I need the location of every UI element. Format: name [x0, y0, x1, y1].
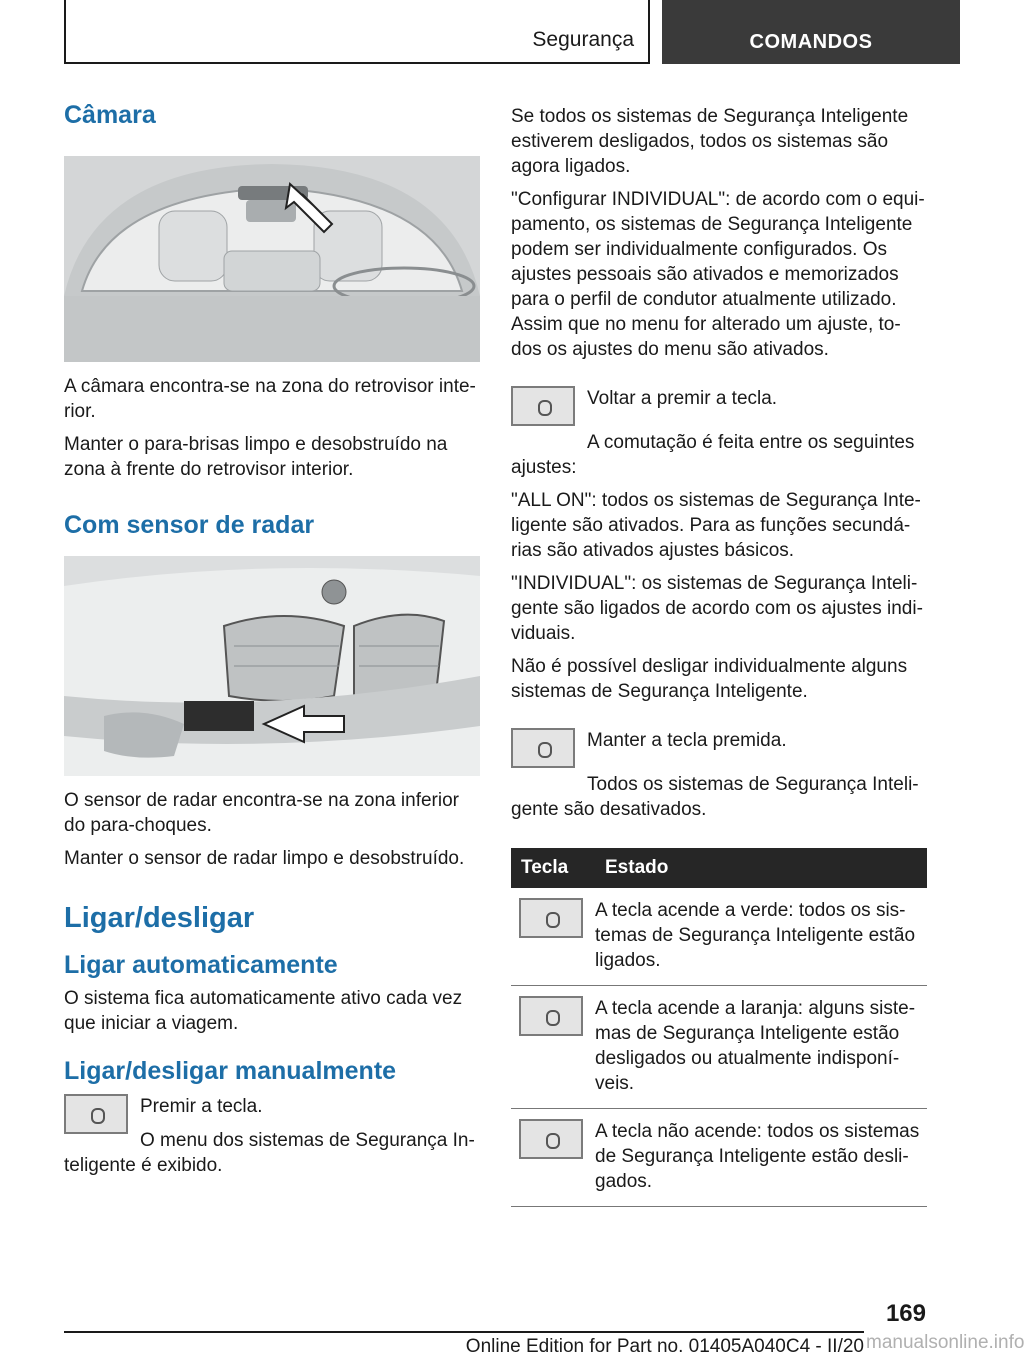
key-status-table — [511, 848, 927, 1207]
camera-illustration — [64, 156, 480, 362]
right-column — [511, 92, 927, 1207]
step-press-again — [511, 386, 927, 426]
assist-key-icon — [511, 386, 575, 426]
all-disabled-text: Todos os sistemas de Segurança Inteli- gente são desativados. — [511, 774, 919, 820]
all-on-text: "ALL ON": todos os sistemas de Segurança Inte- ligente são ativados. Para as funções secundá- rias são ativados ajustes básicos. — [511, 490, 921, 561]
table-row — [511, 888, 927, 986]
assist-key-orange-icon — [519, 996, 583, 1036]
assist-key-off-icon — [519, 1119, 583, 1159]
all-off-text: Se todos os sistemas de Segurança Inteligente estiverem desligados, todos os sistemas são agora ligados. — [511, 106, 909, 177]
camera-location-text: A câmara encontra-se na zona do retrovisor inte- rior. — [64, 376, 476, 422]
cannot-disable-text: Não é possível desligar individualmente alguns sistemas de Segurança Inteligente. — [511, 656, 908, 702]
manual-step-1-text: Premir a tecla. — [140, 1095, 263, 1117]
press-again-text: Voltar a premir a tecla. — [587, 388, 778, 409]
manual-onoff-heading: Ligar/desligar manualmente — [64, 1056, 397, 1085]
onoff-heading: Ligar/desligar — [64, 902, 255, 934]
edition-text: Online Edition for Part no. 01405A040C4 - II/20 — [465, 1336, 864, 1357]
header-section: Segurança — [532, 28, 634, 51]
header-left-rule — [64, 0, 66, 64]
header-divider — [648, 0, 650, 64]
assist-key-icon — [64, 1094, 128, 1134]
table-row — [511, 1109, 927, 1207]
table-row — [511, 986, 927, 1109]
individual-text: "INDIVIDUAL": os sistemas de Segurança Inteli- gente são ligados de acordo com os ajustes indi- viduais. — [511, 573, 923, 644]
col-key-header: Tecla — [511, 848, 595, 888]
state-text: A tecla acende a verde: todos os sis- temas de Segurança Inteligente estão ligados. — [595, 888, 927, 986]
configure-individual-text: "Configurar INDIVIDUAL": de acordo com o equi- pamento, os sistemas de Segurança Inteligente podem ser individualmente configurados. Os ajustes pessoais são ativados e memorizados para o perfil de condutor atualmente utilizado. Assim que no menu for alterado um ajuste, to- dos os ajustes do menu são ativados. — [511, 189, 925, 360]
assist-key-green-icon — [519, 898, 583, 938]
radar-location-text: O sensor de radar encontra-se na zona inferior do para-choques. — [64, 790, 459, 836]
step-hold-key — [511, 728, 927, 768]
col-state-header: Estado — [595, 848, 927, 888]
manual-step-1-result: O menu dos sistemas de Segurança In- teligente é exibido. — [64, 1129, 475, 1176]
camera-heading: Câmara — [64, 101, 156, 129]
radar-heading: Com sensor de radar — [64, 511, 315, 539]
header-underline — [64, 62, 649, 64]
radar-figure — [64, 556, 480, 776]
page-number: 169 — [885, 1300, 926, 1327]
toggle-settings-text: A comutação é feita entre os seguintes ajustes: — [511, 432, 915, 478]
radar-cleaning-text: Manter o sensor de radar limpo e desobstruído. — [64, 848, 465, 869]
footer-rule — [64, 1331, 864, 1333]
state-text: A tecla acende a laranja: alguns siste- mas de Segurança Inteligente estão desligados ou atualmente indisponí- veis. — [595, 986, 927, 1109]
left-column — [64, 92, 480, 1178]
state-text: A tecla não acende: todos os sistemas de Segurança Inteligente estão desli- gados. — [595, 1109, 927, 1207]
header-chapter-tab: COMANDOS — [662, 0, 960, 64]
auto-on-text: O sistema fica automaticamente ativo cada vez que iniciar a viagem. — [64, 987, 463, 1034]
radar-illustration — [64, 556, 480, 776]
auto-on-heading: Ligar automaticamente — [64, 950, 338, 979]
watermark: manualsonline.info — [866, 1332, 1024, 1353]
hold-key-text: Manter a tecla premida. — [587, 730, 787, 751]
camera-figure — [64, 156, 480, 362]
camera-cleaning-text: Manter o para-brisas limpo e desobstruído na zona à frente do retrovisor interior. — [64, 434, 448, 480]
assist-key-icon — [511, 728, 575, 768]
